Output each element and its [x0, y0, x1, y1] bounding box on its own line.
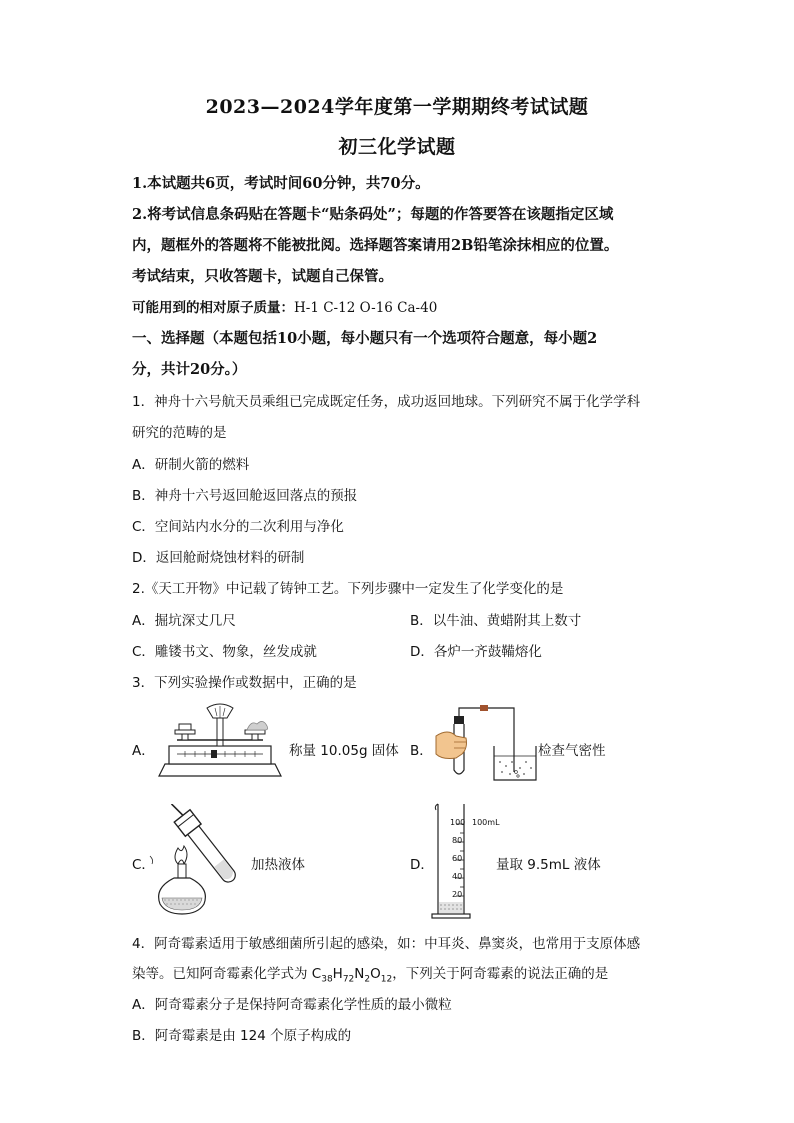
- q1-stem-cont: 研究的范畴的是: [132, 425, 227, 441]
- cylinder-tick-60: 60: [452, 854, 463, 863]
- q3-option-d-letter: D．: [410, 857, 434, 873]
- atomic-mass-line: [132, 296, 672, 316]
- q3-option-b-text: 检查气密性: [538, 743, 606, 759]
- instruction-3: 考试结束，只收答题卡，试题自己保管。: [132, 268, 393, 285]
- q4-stem-text-end: ，下列关于阿奇霉素的说法正确的是: [392, 966, 609, 982]
- formula-h-subscript: 72: [342, 974, 355, 985]
- q3-option-b-letter: B．: [410, 743, 433, 759]
- formula-n-subscript: 2: [364, 974, 371, 985]
- formula-c-subscript: 38: [321, 974, 333, 985]
- balance-figure: [155, 702, 285, 782]
- exam-subtitle: 初三化学试题: [338, 136, 456, 158]
- q2-option-d: D．各炉一齐鼓鞴熔化: [410, 644, 542, 660]
- atomic-mass-values: H-1 C-12 O-16 Ca-40: [294, 300, 438, 316]
- q1-option-a: A．研制火箭的燃料: [132, 457, 250, 473]
- q4-option-b: B．阿奇霉素是由 124 个原子构成的: [132, 1028, 352, 1044]
- formula-o-subscript: 12: [380, 974, 393, 985]
- q4-option-a: A．阿奇霉素分子是保持阿奇霉素化学性质的最小微粒: [132, 997, 452, 1013]
- q2-option-a: A．掘坑深丈几尺: [132, 613, 236, 629]
- section-heading: 一、选择题（本题包括10小题，每小题只有一个选项符合题意，每小题2: [132, 330, 598, 347]
- formula-n-letter: N: [354, 966, 365, 982]
- atomic-mass-label: 可能用到的相对原子质量：: [132, 300, 294, 316]
- q1-option-b: B．神舟十六号返回舱返回落点的预报: [132, 488, 358, 504]
- formula-h-letter: H: [332, 966, 343, 982]
- exam-title: 2023—2024学年度第一学期期终考试试题: [205, 96, 589, 118]
- q3-option-c-text: 加热液体: [251, 857, 305, 873]
- cylinder-tick-80: 80: [452, 836, 463, 845]
- q1-option-c: C．空间站内水分的二次利用与净化: [132, 519, 344, 535]
- cylinder-unit: 100mL: [472, 818, 500, 827]
- cylinder-tick-20: 20: [452, 890, 463, 899]
- q4-stem: 4．阿奇霉素适用于敏感细菌所引起的感染，如：中耳炎、鼻窦炎，也常用于支原体感: [132, 936, 641, 952]
- q1-stem: 1．神舟十六号航天员乘组已完成既定任务，成功返回地球。下列研究不属于化学学科: [132, 394, 641, 410]
- q3-option-a-text: 称量 10.05g 固体: [289, 743, 399, 759]
- q2-stem: 2.《天工开物》中记载了铸钟工艺。下列步骤中一定发生了化学变化的是: [132, 581, 564, 597]
- q3-option-d-text: 量取 9.5mL 液体: [496, 857, 601, 873]
- q2-option-c: C．雕镂书文、物象，丝发成就: [132, 644, 317, 660]
- formula-o-letter: O: [370, 966, 381, 982]
- instruction-2-cont: 内，题框外的答题将不能被批阅。选择题答案请用2B铅笔涂抹相应的位置。: [132, 237, 619, 254]
- heating-figure: [148, 804, 253, 916]
- q3-stem: 3．下列实验操作或数据中，正确的是: [132, 675, 357, 691]
- q3-option-a-letter: A．: [132, 743, 155, 759]
- cylinder-tick-40: 40: [452, 872, 463, 881]
- q2-option-b: B．以牛油、黄蜡附其上数寸: [410, 613, 582, 629]
- cylinder-tick-100: 100: [450, 818, 466, 827]
- q1-option-d: D．返回舱耐烧蚀材料的研制: [132, 550, 305, 566]
- instruction-2: 2.将考试信息条码贴在答题卡“贴条码处”；每题的作答要答在该题指定区域: [132, 206, 614, 223]
- airtightness-figure: [432, 702, 537, 784]
- section-heading-cont: 分，共计20分。）: [132, 361, 247, 378]
- q3-option-c-letter: C．: [132, 857, 155, 873]
- instruction-1: 1.本试题共6页，考试时间60分钟，共70分。: [132, 175, 430, 192]
- q4-stem-text: 染等。已知阿奇霉素化学式为 C: [132, 966, 322, 982]
- q4-stem-cont: [132, 962, 672, 985]
